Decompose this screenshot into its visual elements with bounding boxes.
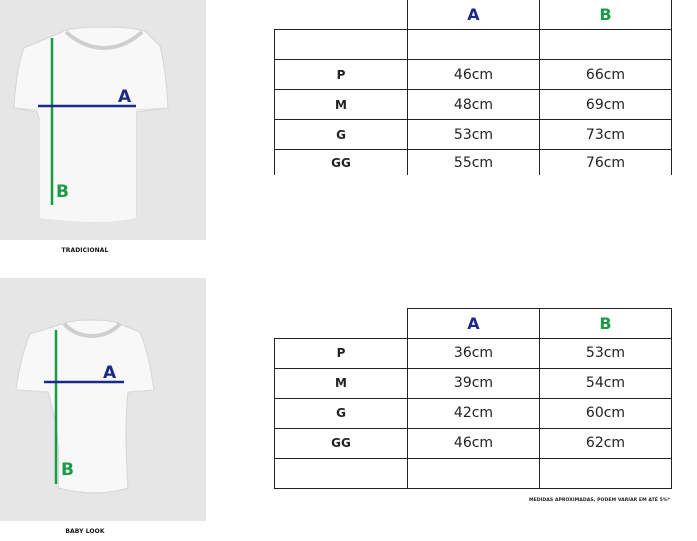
table-row bbox=[275, 398, 672, 428]
size-cell: P bbox=[275, 60, 408, 90]
a-cell: 46cm bbox=[408, 428, 540, 458]
b-cell: 73cm bbox=[540, 120, 672, 150]
a-cell: 39cm bbox=[408, 368, 540, 398]
header-empty-cell bbox=[275, 0, 408, 30]
b-cell: 66cm bbox=[540, 60, 672, 90]
a-cell: 46cm bbox=[408, 60, 540, 90]
b-cell bbox=[540, 30, 672, 60]
size-cell: M bbox=[275, 90, 408, 120]
a-cell: 53cm bbox=[408, 120, 540, 150]
size-cell: GG bbox=[275, 150, 408, 176]
tradicional-tshirt-illustration bbox=[0, 0, 206, 240]
a-cell: 48cm bbox=[408, 90, 540, 120]
header-b: B bbox=[540, 0, 672, 30]
b-cell: 62cm bbox=[540, 428, 672, 458]
baby-look-tshirt-illustration bbox=[0, 278, 206, 521]
header-b: B bbox=[540, 309, 672, 339]
b-cell: 54cm bbox=[540, 368, 672, 398]
tradicional-shirt-panel bbox=[0, 0, 206, 240]
a-cell: 42cm bbox=[408, 398, 540, 428]
a-cell: 36cm bbox=[408, 338, 540, 368]
a-cell bbox=[408, 30, 540, 60]
size-cell bbox=[275, 458, 408, 488]
table-header-row bbox=[275, 0, 672, 30]
table-row bbox=[275, 30, 672, 60]
b-cell: 69cm bbox=[540, 90, 672, 120]
header-empty-cell bbox=[275, 309, 408, 339]
table-row bbox=[275, 458, 672, 488]
measure-a-label: A bbox=[118, 87, 132, 107]
baby-look-shirt-panel bbox=[0, 278, 206, 521]
size-cell: GG bbox=[275, 428, 408, 458]
size-cell: M bbox=[275, 368, 408, 398]
measure-b-label: B bbox=[56, 182, 69, 202]
table-row bbox=[275, 90, 672, 120]
table-row bbox=[275, 120, 672, 150]
b-cell: 53cm bbox=[540, 338, 672, 368]
size-cell: G bbox=[275, 398, 408, 428]
table-row bbox=[275, 338, 672, 368]
b-cell bbox=[540, 458, 672, 488]
table-row bbox=[275, 428, 672, 458]
measure-b-label: B bbox=[61, 460, 74, 480]
a-cell bbox=[408, 458, 540, 488]
a-cell: 55cm bbox=[408, 150, 540, 176]
header-a: A bbox=[408, 0, 540, 30]
size-cell bbox=[275, 30, 408, 60]
tradicional-caption: TRADICIONAL bbox=[61, 247, 109, 254]
table-row bbox=[275, 60, 672, 90]
baby-look-caption: BABY LOOK bbox=[65, 528, 105, 535]
size-cell: P bbox=[275, 338, 408, 368]
b-cell: 60cm bbox=[540, 398, 672, 428]
measurement-note: MEDIDAS APROXIMADAS, PODEM VARIAR EM ATÉ 5%* bbox=[528, 498, 670, 503]
table-row bbox=[275, 150, 672, 176]
header-a: A bbox=[408, 309, 540, 339]
measure-a-label: A bbox=[103, 363, 117, 383]
baby-look-size-table bbox=[274, 308, 672, 489]
b-cell: 76cm bbox=[540, 150, 672, 176]
table-row bbox=[275, 368, 672, 398]
size-cell: G bbox=[275, 120, 408, 150]
table-header-row bbox=[275, 309, 672, 339]
tradicional-size-table bbox=[274, 0, 672, 175]
